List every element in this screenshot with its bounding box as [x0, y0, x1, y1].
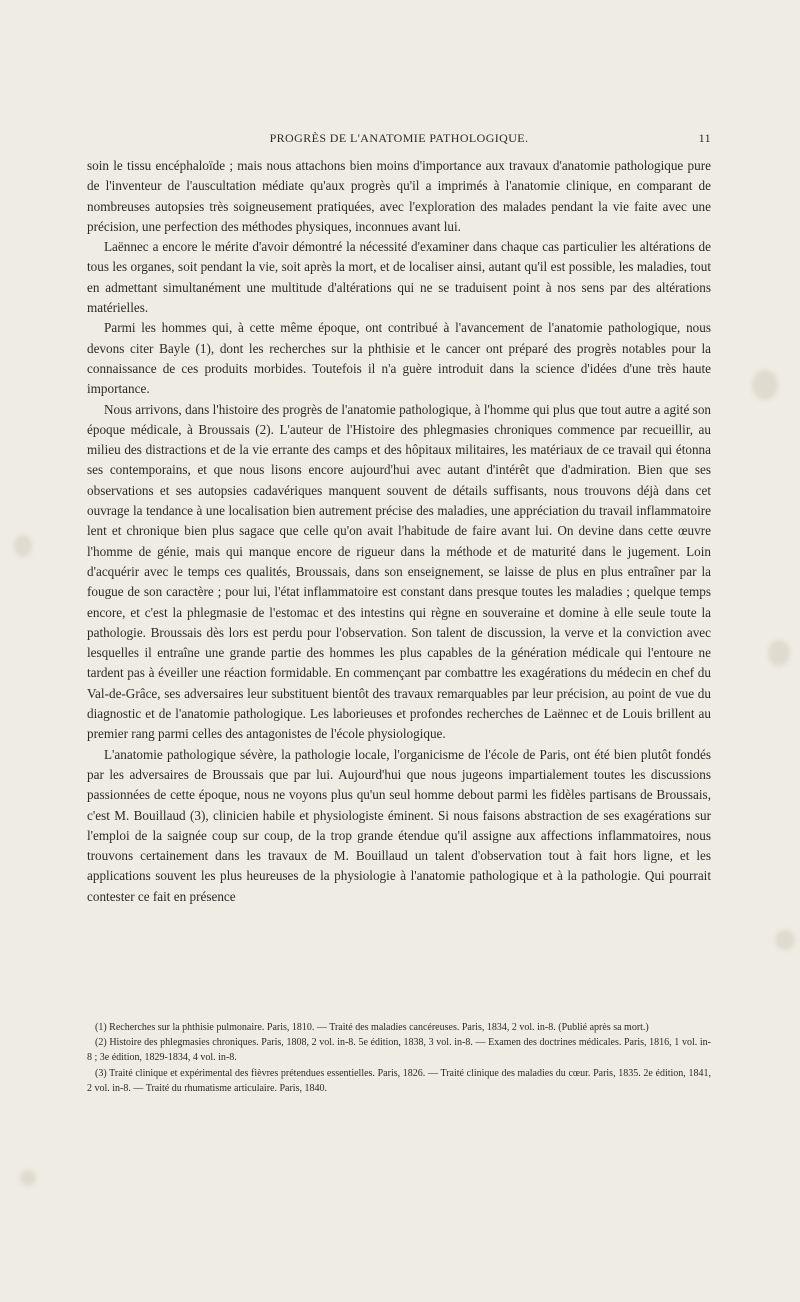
running-title: PROGRÈS DE L'ANATOMIE PATHOLOGIQUE.	[269, 131, 529, 145]
paragraph: L'anatomie pathologique sévère, la pathologie locale, l'organicisme de l'école de Paris, ont été bien plutôt fondés par les adversaires de Broussais que par lui. Aujourd'hui que nous jugeons impartialement toutes les discussions passionnées de cette époque, nous ne voyons plus qu'un seul homme debout parmi les fidèles partisans de Broussais, c'est M. Bouillaud (3), clinicien habile et physiologiste éminent. Si nous faisons abstraction de ses exagérations sur l'emploi de la saignée coup sur coup, de la trop grande étendue qu'il assigne aux affections inflammatoires, nous trouvons certainement dans les travaux de M. Bouillaud un talent d'observation tout à fait hors ligne, et les applications souvent les plus heureuses de la physiologie à l'anatomie pathologique et à la pathologie. Qui pourrait contester ce fait en présence	[87, 746, 711, 904]
paragraph: Laënnec a encore le mérite d'avoir démontré la nécessité d'examiner dans chaque cas particulier les altérations de tous les organes, soit pendant la vie, soit après la mort, et de localiser ainsi, autant qu'il est possible, les maladies, tout en admettant simultanément une multitude d'altérations qui ne se traduisent point à nos sens par des altérations matérielles.	[87, 239, 711, 316]
footnote: (1) Recherches sur la phthisie pulmonaire. Paris, 1810. — Traité des maladies cancéreuses. Paris, 1834, 2 vol. in-8. (Publié après sa mort.)	[95, 1022, 649, 1033]
footnote: (2) Histoire des phlegmasies chroniques. Paris, 1808, 2 vol. in-8. 5e édition, 1838, 3 vol. in-8. — Examen des doctrines médicales. Paris, 1816, 1 vol. in-8 ; 3e édition, 1829-1834, 4 vol. in-8.	[87, 1037, 711, 1064]
paragraph: soin le tissu encéphaloïde ; mais nous attachons bien moins d'importance aux travaux d'anatomie pathologique pure de l'inventeur de l'auscultation médiate qu'aux progrès qu'il a imprimés à l'anatomie clinique, en comparant de nombreuses autopsies très soigneusement pratiquées, avec l'exploration des malades pendant la vie faite avec une précision, une perfection des méthodes physiques, inconnues avant lui.	[87, 158, 711, 234]
footnotes	[87, 1020, 711, 1096]
paragraph: Parmi les hommes qui, à cette même époque, ont contribué à l'avancement de l'anatomie pathologique, nous devons citer Bayle (1), dont les recherches sur la phthisie et le cancer ont préparé des progrès notables pour la connaissance de ces produits morbides. Toutefois il n'a guère introduit dans la science d'idées d'une très haute importance.	[87, 320, 711, 397]
paragraph: Nous arrivons, dans l'histoire des progrès de l'anatomie pathologique, à l'homme qui plus que tout autre a agité son époque médicale, à Broussais (2). L'auteur de l'Histoire des phlegmasies chroniques commence par recueillir, au milieu des distractions et de la vie errante des camps et des hôpitaux militaires, les matériaux de ce travail qui étonna ses contemporains, et que nous lisons encore aujourd'hui avec autant d'intérêt que d'admiration. Bien que ses observations et ses autopsies cadavériques manquent souvent de détails suffisants, nous trouvons déjà dans cet ouvrage la tendance à une localisation bien autrement précise des maladies, une appréciation du travail inflammatoire lent et chronique bien plus sagace que celle qu'on avait l'habitude de faire avant lui. On devine dans cette œuvre l'homme de génie, mais qui manque encore de rigueur dans la méthode et de maturité dans le jugement. Loin d'acquérir avec le temps ces qualités, Broussais, dans son enseignement, se laisse de plus en plus entraîner par la fougue de son caractère ; pour lui, l'état inflammatoire est constant dans presque toutes les maladies ; quelque temps encore, et c'est la phlegmasie de l'estomac et des intestins qui règne en souveraine et domine à elle seule toute la pathologie. Broussais dès lors est perdu pour l'observation. Son talent de discussion, la verve et la conviction avec lesquelles il entraîne une grande partie des hommes les plus capables de la génération médicale qui l'entoure ne tardent pas à éveiller une réaction formidable. En commençant par combattre les exagérations du médecin en chef du Val-de-Grâce, ses adversaires leur substituent bientôt des travaux remarquables par leur précision, au point de vue du diagnostic et de l'anatomie pathologique. Les laborieuses et profondes recherches de Laënnec et de Louis brillent au premier rang parmi celles des antagonistes de l'école physiologique.	[87, 401, 711, 742]
page-number: 11	[698, 131, 711, 145]
footnote: (3) Traité clinique et expérimental des fièvres prétendues essentielles. Paris, 1826. — Traité clinique des maladies du cœur. Paris, 1835. 2e édition, 1841, 2 vol. in-8. — Traité du rhumatisme articulaire. Paris, 1840.	[87, 1067, 711, 1094]
running-header	[87, 131, 711, 151]
body-text	[87, 156, 711, 907]
